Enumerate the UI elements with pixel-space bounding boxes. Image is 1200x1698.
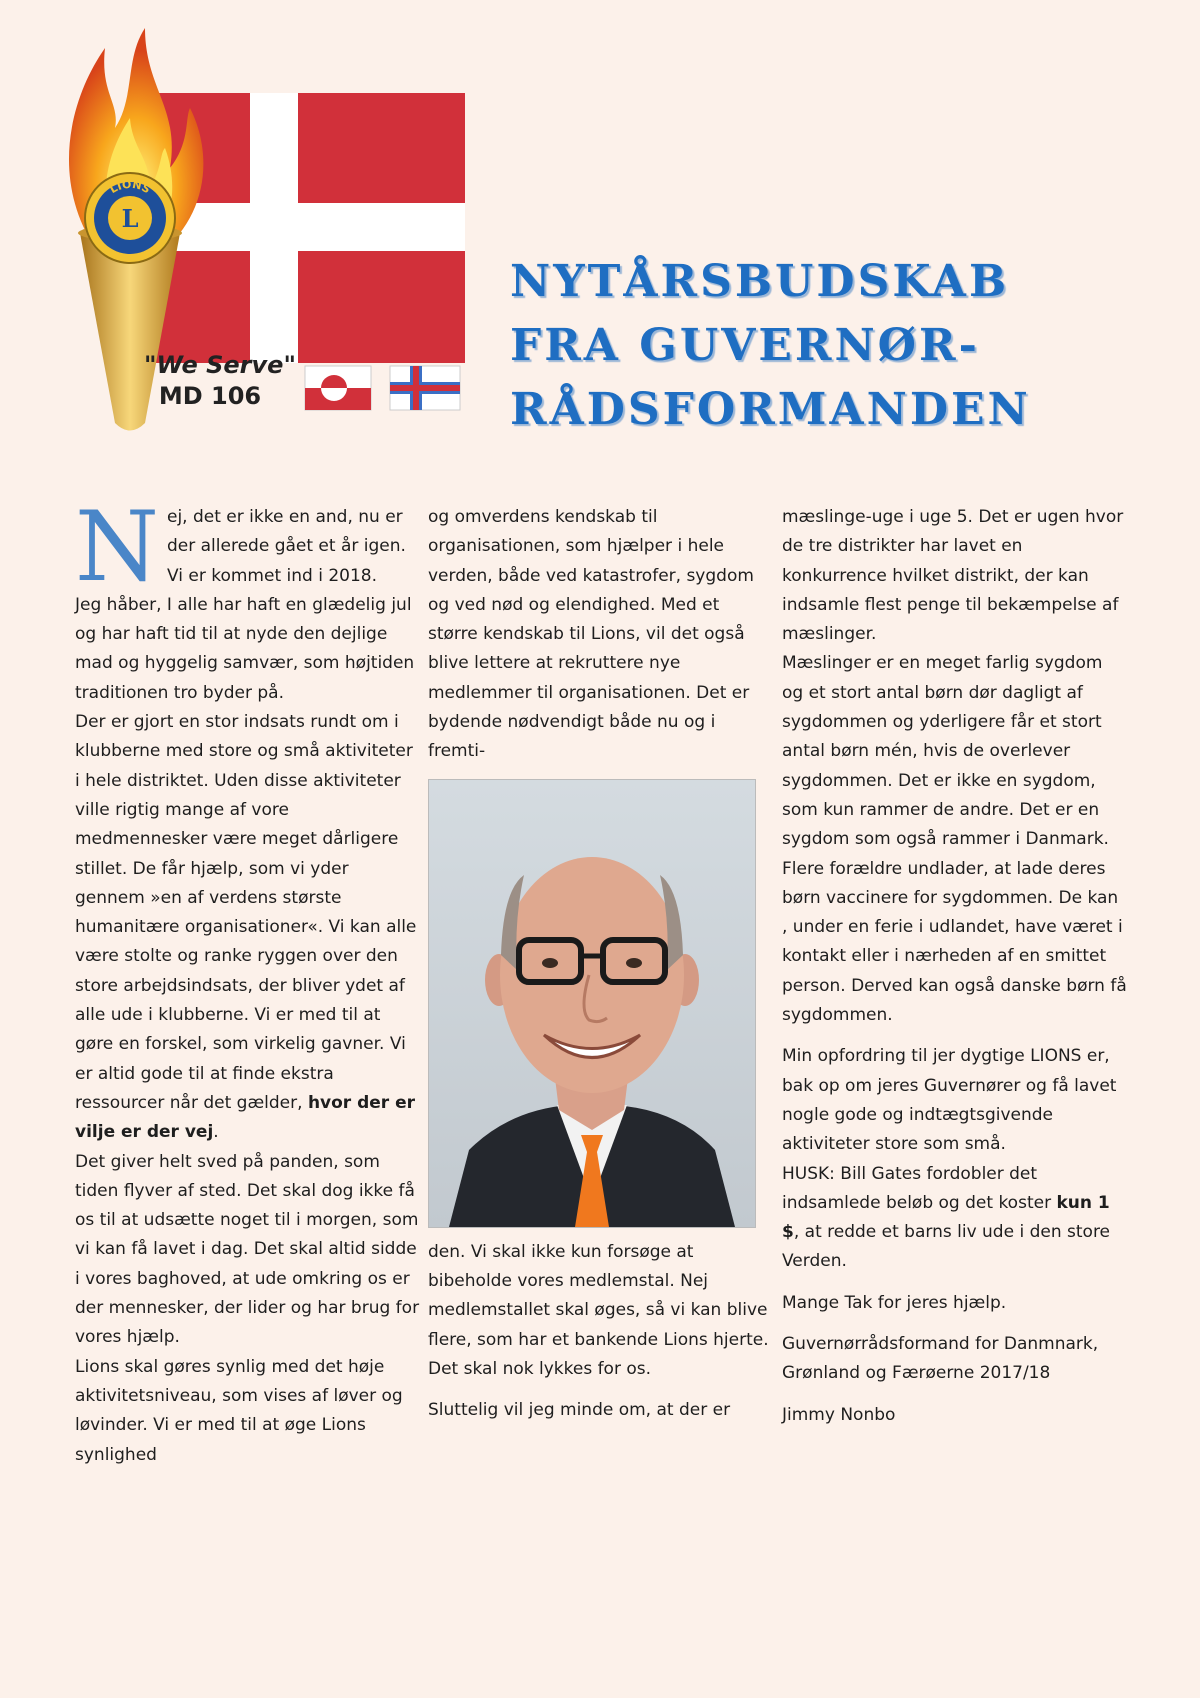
title-line-3: RÅDSFORMANDEN [510,384,1031,435]
paragraph: Sluttelig vil jeg minde om, at der er [428,1400,731,1421]
page-title [510,250,1170,442]
paragraph: Flere forældre undlader, at lade deres børn vaccinere for sygdommen. De kan , under en ferie i udlandet, have været i kontakt eller i nærheden af en smittet person. Derved kan også danske børn få sygdommen. [782,858,1127,1026]
paragraph: Lions skal gøres synlig med det høje aktivitetsniveau, som vises af løver og løvinder. Vi er med til at øge Lions synlighed [75,1356,403,1465]
paragraph: mæslinge-uge i uge 5. Det er ugen hvor de tre distrikter har lavet en konkurrence hvilket distrikt, der kan indsamle flest penge til bekæmpelse af mæslinger. [782,507,1124,645]
faroe-flag [390,366,460,410]
paragraph: Mæslinger er en meget farlig sygdom og et stort antal børn dør dagligt af sygdommen og yderligere får et stort antal børn mén, hvis de overlever sygdommen. Det er ikke en sygdom, som kun rammer de andre. Det er en sygdom som også rammer i Danmark. [782,653,1109,850]
paragraph: den. Vi skal ikke kun forsøge at bibeholde vores medlemstal. Nej medlemstallet skal øges, så vi kan blive flere, som har et bankende Lions hjerte. Det skal nok lykkes for os. [428,1241,769,1379]
paragraph: Det giver helt sved på panden, som tiden flyver af sted. Det skal dog ikke få os til at udsætte noget til i morgen, som vi kan få lavet i dag. Det skal altid sidde i vores baghoved, at ude omkring os er der mennesker, der lider og har brug for vores hjælp. [75,1151,420,1348]
paragraph: og omverdens kendskab til organisationen, som hjælper i hele verden, både ved katastrofer, sygdom og ved nød og elendighed. Med et større kendskab til Lions, vil det også blive lettere at rekruttere nye medlemmer til organisationen. Det er bydende nødvendigt både nu og i fremti- [428,507,754,762]
emphasis: kun 1 $ [782,1192,1110,1243]
svg-text:LIONS: LIONS [107,177,153,197]
svg-text:L: L [121,204,139,233]
paragraph: Mange Tak for jeres hjælp. [782,1292,1007,1313]
article-column-2 [428,503,773,1425]
intro-paragraph: Nej, det er ikke en and, nu er der allerede gået et år igen. Vi er kommet ind i 2018. [75,491,406,603]
paragraph: Guvernørrådsformand for Danmnark, Grønland og Færøerne 2017/18 [782,1334,1099,1384]
portrait-photo [428,779,756,1228]
article-column-3 [782,503,1127,1430]
article-column-1 [75,491,420,1470]
paragraph: Der er gjort en stor indsats rundt om i klubberne med store og små aktiviteter i hele distriktet. Uden disse aktiviteter ville rigtig mange af vore medmennesker være meget dårligere stillet. De får hjælp, som vi yder gennem »en af verdens største humanitære organisationer«. Vi kan alle være stolte og ranke ryggen over den store arbejdsindsats, der bliver ydet af alle ude i klubberne. Vi er med til at gøre en forskel, som virkelig gavner. Vi er altid gode til at finde ekstra ressourcer når det gælder, hvor der er vilje er der vej. [75,712,417,1143]
title-line-1: NYTÅRSBUDSKAB [510,256,1010,307]
title-line-2: FRA GUVERNØR- [510,320,980,371]
lions-emblem-icon [85,173,175,263]
paragraph: Jeg håber, I alle har haft en glædelig jul og har haft tid til at nyde den dejlige mad og hyggelig samvær, som højtiden traditionen tro byder på. [75,594,415,703]
lions-md106-logo [40,18,470,458]
dropcap: N [75,491,159,603]
paragraph: Min opfordring til jer dygtige LIONS er, bak op om jeres Guvernører og få lavet nogle gode og indtægtsgivende aktiviteter store som små. [782,1046,1117,1155]
signature: Jimmy Nonbo [782,1404,896,1425]
greenland-flag [305,366,371,410]
paragraph: HUSK: Bill Gates fordobler det indsamlede beløb og det koster kun 1 $, at redde et barns liv ude i den store Verden. [782,1163,1111,1272]
logo-district: MD 106 [158,382,262,410]
emphasis: hvor der er vilje er der vej [75,1092,416,1143]
logo-motto: "We Serve" [144,351,296,379]
